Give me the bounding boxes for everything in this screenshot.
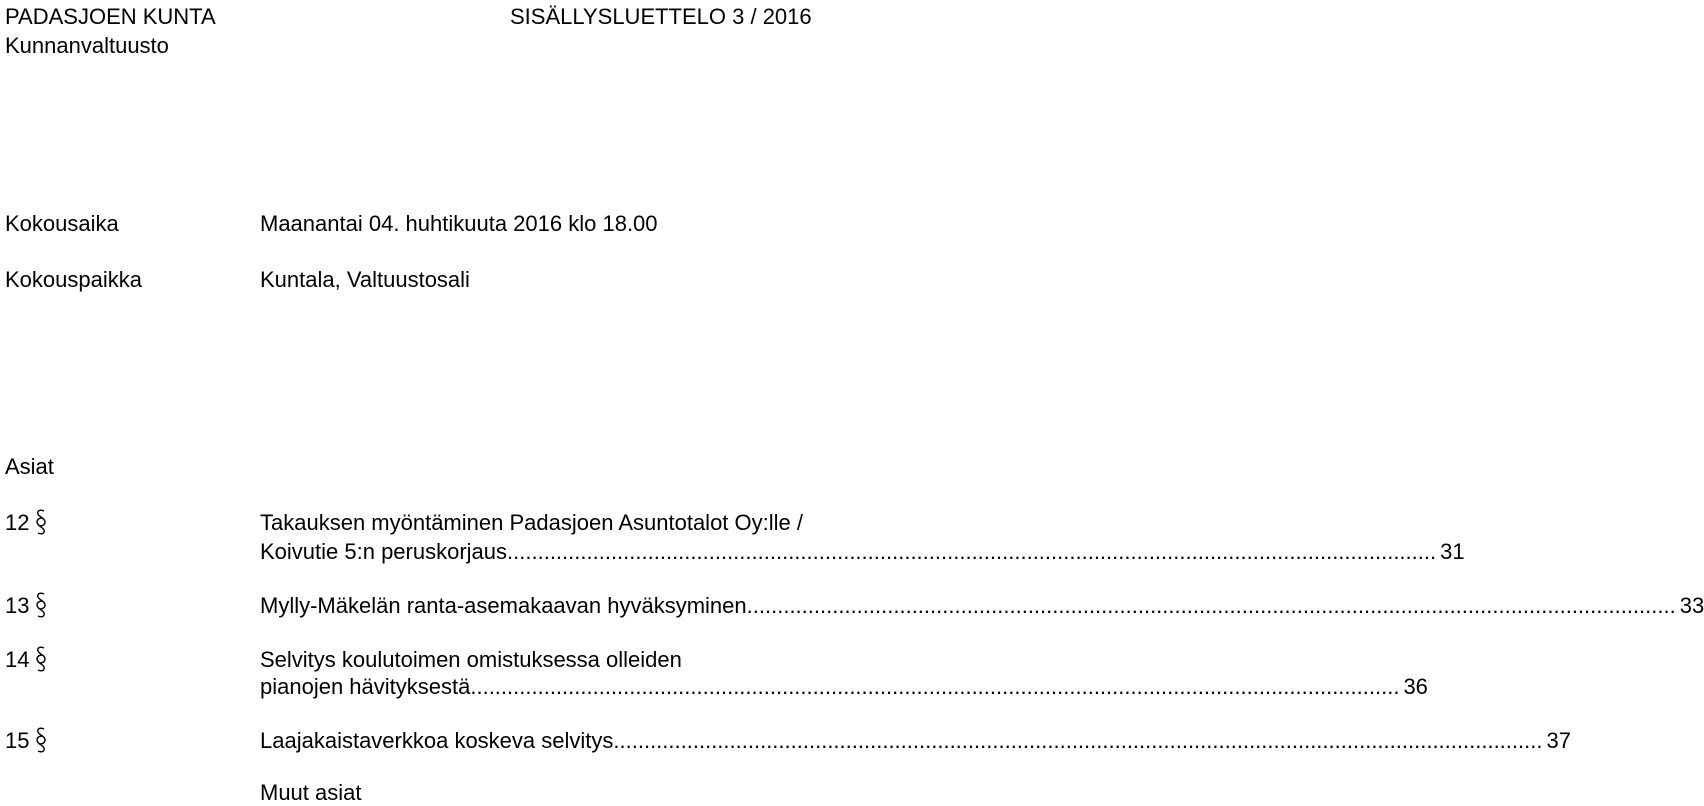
toc-entry-line[interactable] (260, 593, 1704, 619)
page-number: 33 (1679, 593, 1704, 618)
item-title-line2: Laajakaistaverkkoa koskeva selvitys (260, 728, 614, 753)
page-number: 37 (1546, 728, 1571, 753)
toc-entry-line[interactable] (260, 728, 1571, 754)
meeting-time-label: Kokousaika (5, 211, 119, 236)
page-number: 31 (1440, 539, 1465, 564)
item-title-line2: Koivutie 5:n peruskorjaus (260, 539, 508, 564)
item-number: 13 (5, 593, 30, 618)
item-number: 14 (5, 647, 30, 672)
item-title-line1: Selvitys koulutoimen omistuksessa olleiden (260, 647, 682, 672)
section-sign-icon (34, 726, 48, 754)
item-number: 12 (5, 510, 30, 535)
section-sign-icon (34, 591, 48, 619)
dot-leader: ........................................................................................................................................................ (507, 539, 1437, 564)
municipality-name: PADASJOEN KUNTA (5, 4, 216, 29)
item-title-line2: Mylly-Mäkelän ranta-asemakaavan hyväksyminen (260, 593, 747, 618)
meeting-place-label: Kokouspaikka (5, 267, 142, 292)
page-number: 36 (1403, 674, 1428, 699)
item-title-line1: Takauksen myöntäminen Padasjoen Asuntotalot Oy:lle / (260, 510, 803, 535)
section-sign-icon (34, 508, 48, 536)
section-title: Asiat (5, 454, 54, 479)
toc-entry-line[interactable] (260, 539, 1465, 565)
other-matters-title: Muut asiat (260, 780, 362, 805)
council-name: Kunnanvaltuusto (5, 33, 169, 58)
meeting-place-value: Kuntala, Valtuustosali (260, 267, 470, 292)
item-number: 15 (5, 728, 30, 753)
meeting-time-value: Maanantai 04. huhtikuuta 2016 klo 18.00 (260, 211, 658, 236)
dot-leader: ........................................................................................................................................................ (613, 728, 1543, 753)
dot-leader: ........................................................................................................................................................ (746, 593, 1676, 618)
section-sign-icon (34, 645, 48, 673)
document-title: SISÄLLYSLUETTELO 3 / 2016 (510, 4, 812, 29)
item-title-line2: pianojen hävityksestä (260, 674, 471, 699)
toc-entry-line[interactable] (260, 674, 1428, 700)
dot-leader: ........................................................................................................................................................ (470, 674, 1400, 699)
